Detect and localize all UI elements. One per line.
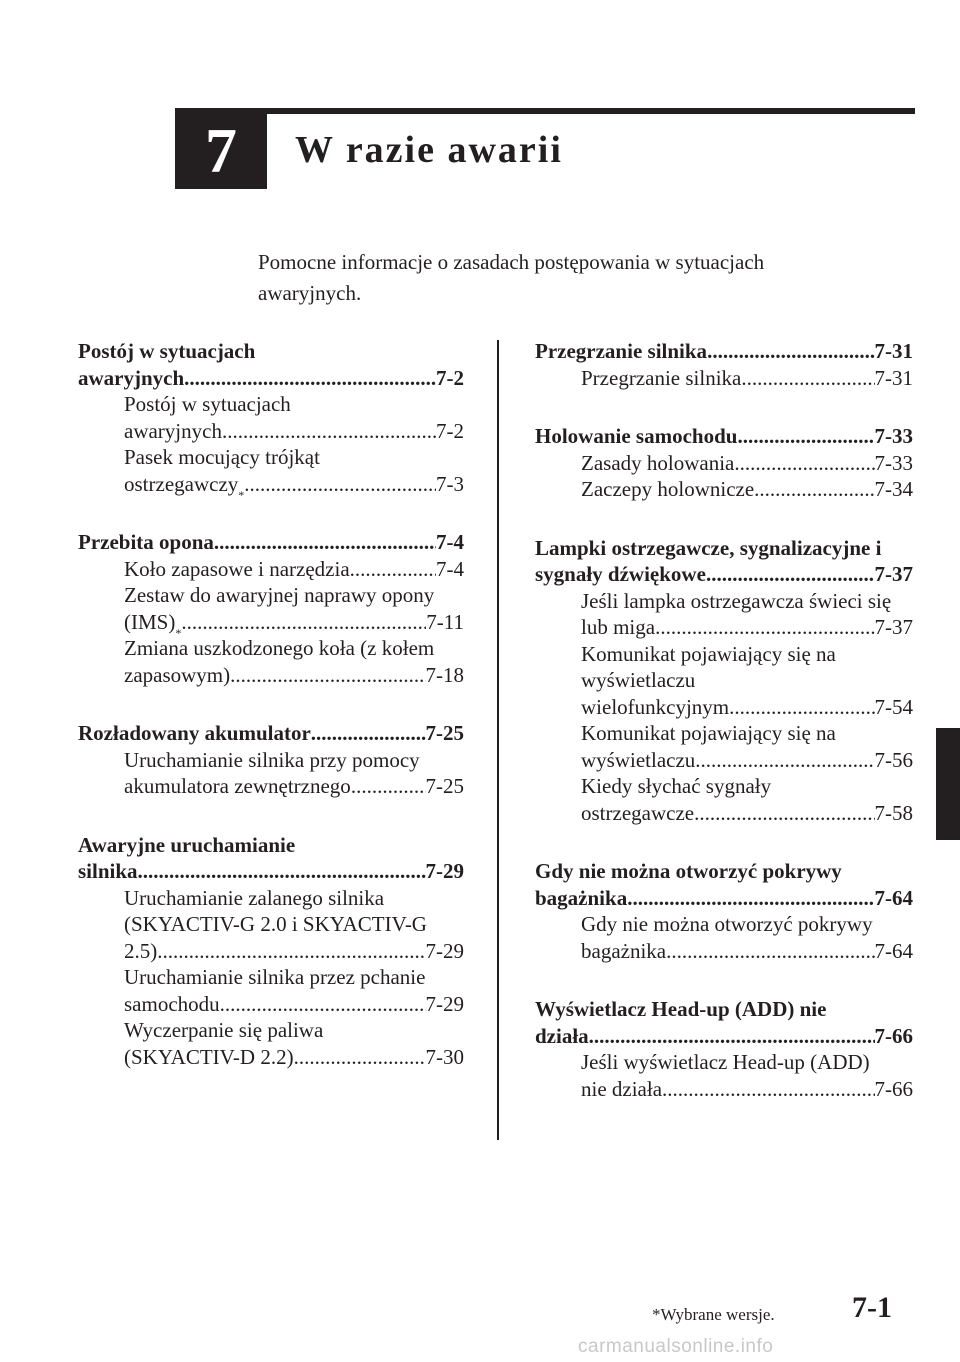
toc-entry-line (78, 444, 464, 471)
toc-page-number: 7-31 (874, 339, 913, 363)
toc-entry-line[interactable] (78, 1044, 464, 1071)
toc-line-text: działa (535, 1023, 589, 1048)
toc-entry-line[interactable] (78, 938, 464, 965)
toc-heading-line[interactable] (78, 858, 464, 885)
dot-leader (244, 471, 436, 498)
toc-line-text: 2.5) (124, 938, 158, 963)
toc-line-text: wielofunkcyjnym (581, 694, 730, 719)
toc-entry-line[interactable] (78, 773, 464, 800)
toc-line-text: Koło zapasowe i narzędzia (124, 556, 350, 581)
dot-leader (214, 529, 436, 556)
toc-page-number: 7-66 (874, 1023, 913, 1048)
toc-entry-line (535, 588, 913, 615)
toc-page-number: 7-37 (874, 562, 913, 586)
toc-entry-line[interactable] (535, 938, 913, 965)
toc-line-text: wyświetlaczu (581, 668, 696, 692)
toc-entry-line[interactable] (535, 800, 913, 827)
toc-page-number: 7-64 (874, 885, 913, 910)
toc-entry-line[interactable] (535, 1076, 913, 1103)
toc-heading-line[interactable] (78, 720, 464, 747)
dot-leader (220, 991, 426, 1018)
toc-page-number: 7-30 (425, 1044, 464, 1069)
toc-entry-line[interactable] (535, 450, 913, 477)
toc-entry-line[interactable] (535, 365, 913, 392)
toc-page-number: 7-2 (436, 418, 464, 443)
toc-page-number: 7-18 (425, 662, 464, 687)
toc-section (535, 996, 913, 1102)
toc-line-text: Zestaw do awaryjnej naprawy opony (124, 583, 435, 607)
toc-line-text: silnika (78, 859, 138, 883)
toc-heading-line (78, 338, 464, 365)
toc-page-number: 7-4 (436, 530, 464, 554)
toc-line-text: Kiedy słychać sygnały (581, 774, 772, 798)
toc-page-number: 7-64 (874, 938, 913, 963)
dot-leader (754, 476, 874, 503)
toc-line-text: Uruchamianie silnika przez pchanie (124, 965, 426, 989)
toc-section (78, 832, 464, 1071)
toc-entry-line[interactable]: (IMS) * ..... 7-11 (78, 609, 464, 636)
toc-line-text: Awaryjne uruchamianie (78, 832, 296, 857)
toc-line-text: Postój w sytuacjach (78, 339, 256, 363)
toc-line-text: zapasowym) (124, 662, 231, 687)
toc-entry-line (78, 1017, 464, 1044)
toc-section (535, 338, 913, 391)
toc-line-text: Postój w sytuacjach (124, 392, 291, 416)
toc-entry-line (535, 720, 913, 747)
toc-entry-line[interactable] (78, 991, 464, 1018)
toc-line-text: Wyczerpanie się paliwa (124, 1018, 324, 1042)
toc-line-text: Komunikat pojawiający się na (581, 641, 836, 666)
toc-line-text: Wyświetlacz Head-up (ADD) nie (535, 997, 827, 1021)
chapter-side-tab (936, 728, 960, 840)
toc-line-text: bagażnika (535, 885, 628, 910)
toc-page-number: 7-58 (874, 800, 913, 825)
toc-page-number: 7-31 (874, 365, 913, 390)
toc-entry-line[interactable]: ostrzegawczy * ..... 7-3 (78, 471, 464, 498)
chapter-number-box (175, 112, 267, 189)
toc-entry-line (78, 391, 464, 418)
dot-leader (181, 609, 426, 636)
toc-entry-line (78, 635, 464, 662)
dot-leader (655, 614, 874, 641)
toc-page-number: 7-29 (425, 938, 464, 963)
toc-line-text: Zmiana uszkodzonego koła (z kołem (124, 636, 435, 660)
dot-leader (706, 561, 875, 588)
toc-page-number: 7-2 (436, 365, 464, 390)
toc-heading-line[interactable] (535, 423, 913, 450)
chapter-number: 7 (205, 114, 237, 186)
toc-heading-line[interactable] (535, 1023, 913, 1050)
chapter-title: W razie awarii (295, 129, 563, 171)
toc-section (78, 338, 464, 502)
toc-heading-line[interactable] (535, 885, 913, 912)
toc-section (535, 423, 913, 503)
toc-section (535, 858, 913, 964)
dot-leader (729, 694, 874, 721)
toc-line-text: akumulatora zewnętrznego (124, 774, 351, 798)
dot-leader (157, 938, 425, 965)
toc-line-text: Przegrzanie silnika (581, 365, 742, 390)
toc-line-text: wyświetlaczu (581, 747, 696, 772)
dot-leader (741, 365, 874, 392)
toc-line-text: samochodu (124, 991, 220, 1016)
footer-page-number: 7-1 (852, 1291, 892, 1324)
toc-line-text: Uruchamianie silnika przy pomocy (124, 747, 420, 772)
dot-leader (350, 556, 436, 583)
toc-line-text: (IMS) (124, 609, 176, 634)
toc-line-text: (SKYACTIV-G 2.0 i SKYACTIV-G (124, 912, 427, 936)
toc-line-text: ostrzegawcze (581, 800, 695, 825)
toc-line-text: Przegrzanie silnika (535, 339, 708, 363)
toc-page-number: 7-29 (425, 991, 464, 1016)
toc-line-text: Uruchamianie zalanego silnika (124, 885, 385, 910)
toc-page-number: 7-25 (425, 774, 464, 798)
dot-leader (737, 423, 874, 450)
toc-page-number: 7-3 (436, 471, 464, 496)
toc-page-number: 7-25 (425, 721, 464, 745)
toc-page-number: 7-56 (874, 747, 913, 772)
toc-line-text: Lampki ostrzegawcze, sygnalizacyjne i (535, 535, 882, 560)
toc-page-number: 7-66 (874, 1076, 913, 1101)
toc-left-column (78, 338, 464, 1102)
toc-heading-line (78, 832, 464, 859)
toc-line-text: awaryjnych (78, 365, 185, 390)
toc-line-text: Zaczepy holownicze (581, 477, 755, 501)
dot-leader (351, 773, 426, 800)
toc-page-number: 7-29 (425, 859, 464, 883)
toc-line-text: Komunikat pojawiający się na (581, 721, 836, 745)
toc-section (78, 720, 464, 800)
toc-line-text: bagażnika (581, 938, 667, 963)
toc-entry-line[interactable] (535, 614, 913, 641)
toc-section (78, 529, 464, 688)
toc-line-text: Jeśli lampka ostrzegawcza świeci się (581, 588, 892, 613)
toc-entry-line[interactable] (78, 418, 464, 445)
toc-page-number: 7-34 (874, 477, 913, 501)
toc-line-text: ostrzegawczy (124, 471, 239, 496)
dot-leader (589, 1023, 875, 1050)
toc-entry-line[interactable] (78, 662, 464, 689)
toc-entry-line (535, 641, 913, 668)
toc-line-text: Przebita opona (78, 530, 214, 554)
toc-entry-line (535, 1049, 913, 1076)
toc-entry-line (78, 911, 464, 938)
toc-entry-line[interactable] (535, 476, 913, 503)
toc-entry-line (535, 911, 913, 938)
footer-note: *Wybrane wersje. (652, 1305, 775, 1324)
toc-entry-line (78, 582, 464, 609)
toc-heading-line (535, 858, 913, 885)
toc-page-number: 7-54 (874, 694, 913, 719)
toc-entry-line (535, 667, 913, 694)
dot-leader (695, 747, 874, 774)
toc-entry-line[interactable] (535, 747, 913, 774)
toc-line-text: Zasady holowania (581, 450, 735, 475)
toc-line-text: Holowanie samochodu (535, 424, 738, 448)
toc-line-text: Gdy nie można otworzyć pokrywy (535, 859, 842, 883)
toc-line-text: awaryjnych (124, 418, 222, 443)
toc-page-number: 7-33 (874, 450, 913, 475)
toc-right-column (535, 338, 913, 1134)
toc-heading-line (535, 535, 913, 562)
toc-heading-line[interactable] (78, 365, 464, 392)
toc-line-text: lub miga (581, 615, 656, 639)
toc-entry-line (78, 964, 464, 991)
toc-line-text: Pasek mocujący trójkąt (124, 445, 320, 469)
toc-line-text: Gdy nie można otworzyć pokrywy (581, 912, 873, 936)
toc-line-text: sygnały dźwiękowe (535, 562, 706, 586)
toc-section (535, 535, 913, 827)
dot-leader (666, 938, 874, 965)
chapter-intro: Pomocne informacje o zasadach postępowania w sytuacjach awaryjnych. (258, 250, 765, 305)
dot-leader (222, 418, 436, 445)
dot-leader (184, 365, 436, 392)
toc-line-text: Rozładowany akumulator (78, 721, 311, 745)
dot-leader (707, 338, 874, 365)
dot-leader (627, 885, 874, 912)
chapter-header-rule (175, 108, 915, 114)
toc-line-text: (SKYACTIV-D 2.2) (124, 1044, 294, 1069)
dot-leader (230, 662, 425, 689)
toc-entry-line[interactable] (78, 556, 464, 583)
dot-leader (694, 800, 874, 827)
toc-page-number: 7-33 (874, 424, 913, 448)
toc-entry-line (78, 885, 464, 912)
dot-leader (311, 720, 426, 747)
dot-leader (662, 1076, 874, 1103)
column-divider (497, 340, 499, 1140)
toc-page-number: 7-4 (436, 556, 464, 581)
toc-heading-line (535, 996, 913, 1023)
toc-heading-line[interactable] (78, 529, 464, 556)
toc-page-number: 7-37 (874, 615, 913, 639)
toc-heading-line[interactable] (535, 338, 913, 365)
dot-leader (294, 1044, 426, 1071)
toc-entry-line[interactable] (535, 694, 913, 721)
toc-entry-line (78, 747, 464, 774)
toc-line-text: nie działa (581, 1076, 663, 1101)
toc-page-number: 7-11 (426, 609, 464, 634)
toc-heading-line[interactable] (535, 561, 913, 588)
toc-entry-line (535, 773, 913, 800)
toc-line-text: Jeśli wyświetlacz Head-up (ADD) (581, 1050, 870, 1074)
watermark: carmanualsonline.info (578, 1336, 774, 1357)
dot-leader (734, 450, 874, 477)
dot-leader (138, 858, 426, 885)
